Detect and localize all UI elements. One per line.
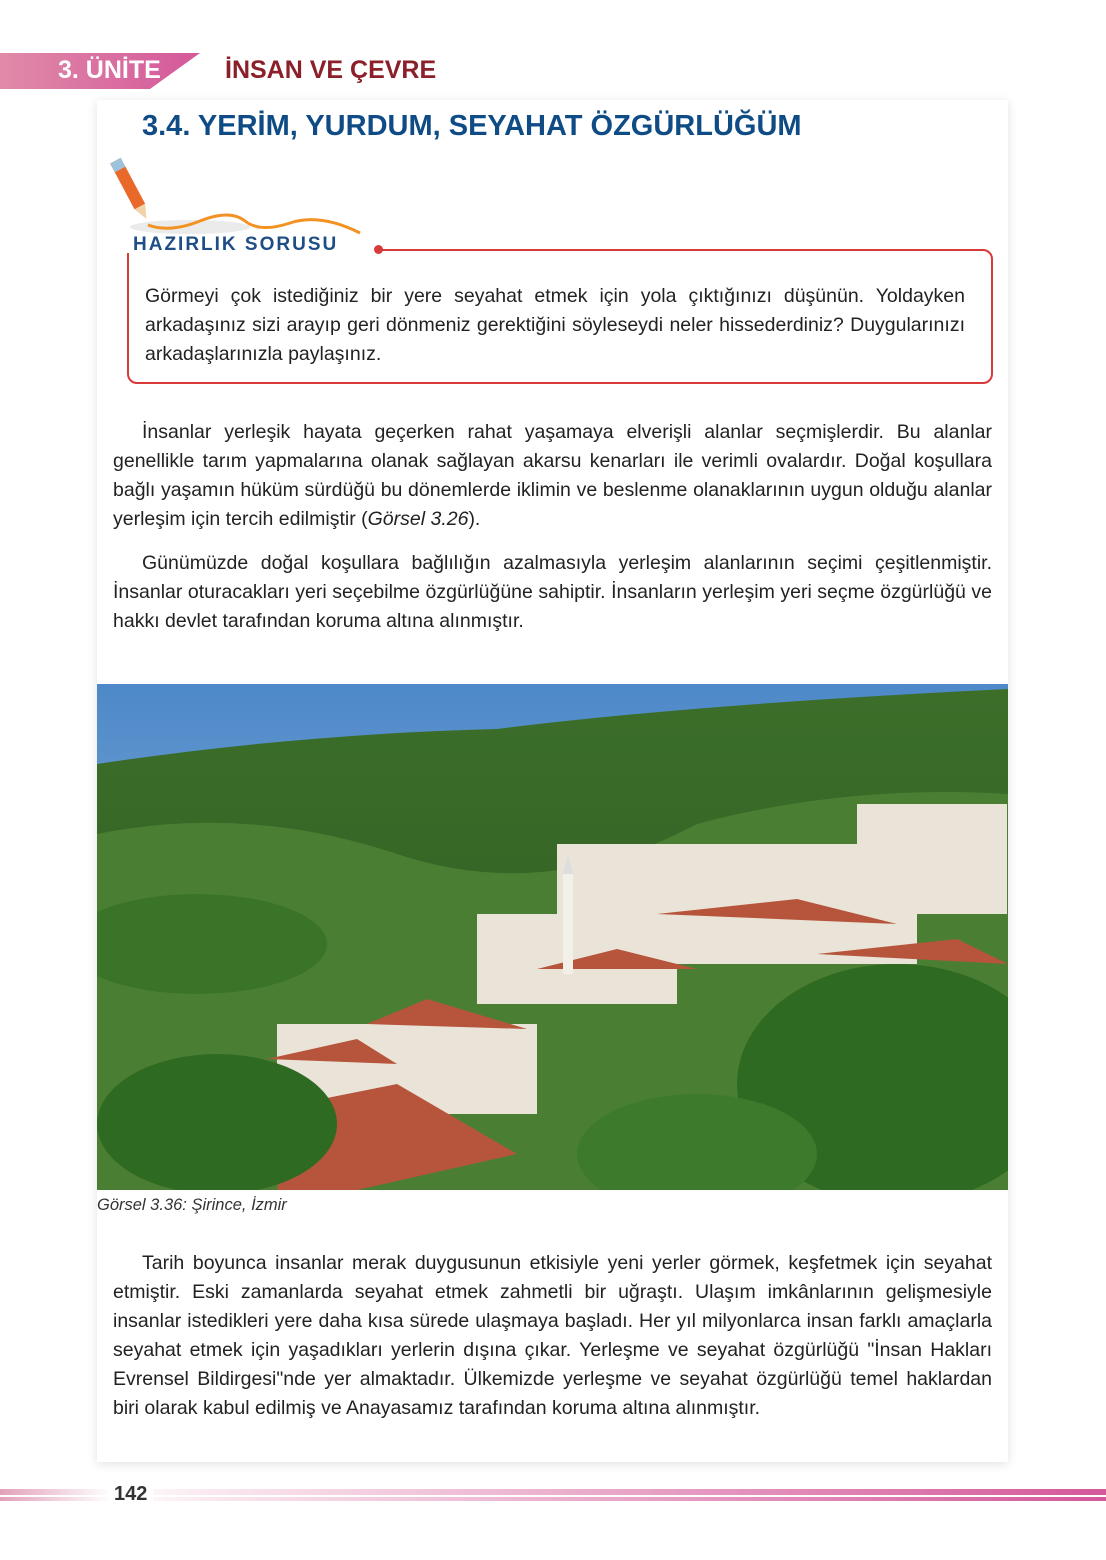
- sirince-photo: [97, 684, 1008, 1190]
- figure-ref: Görsel 3.26: [367, 508, 469, 530]
- paragraph-1: İnsanlar yerleşik hayata geçerken rahat yaşamaya elverişli alanlar seçmişlerdir. Bu alanlar genellikle tarım yapmalarına olanak sağlayan akarsu kenarları ile verimli ovalardır. Doğal koşullara bağlı yaşamın hüküm sürdüğü bu dönemlerde iklimin ve beslenme olanaklarının uygun olduğu alanlar yerleşim için tercih edilmiştir (Görsel 3.26).: [113, 421, 992, 530]
- footer-stripe: [0, 1489, 1106, 1495]
- paragraph-2: Günümüzde doğal koşullara bağlılığın azalmasıyla yerleşim alanlarının seçimi çeşitlenmiştir. İnsanlar oturacakları yeri seçebilme özgürlüğüne sahiptir. İnsanların yerleşim yeri seçme özgürlüğü ve hakkı devlet tarafından koruma altına alınmıştır.: [113, 552, 992, 632]
- footer-stripe: [0, 1497, 1106, 1501]
- prep-label: HAZIRLIK SORUSU: [133, 234, 339, 255]
- figure-caption: Görsel 3.36: Şirince, İzmir: [97, 1196, 287, 1214]
- pencil-icon: [110, 155, 370, 235]
- page-number: 142: [108, 1483, 153, 1506]
- unit-title: İNSAN VE ÇEVRE: [225, 56, 437, 84]
- prep-question-text: Görmeyi çok istediğiniz bir yere seyahat etmek için yola çıktığınızı düşünün. Yoldayken arkadaşınız sizi arayıp geri dönmeniz gerektiğini söyleseydi neler hissederdiniz? Duygularınızı arkadaşlarınızla paylaşınız.: [145, 285, 965, 365]
- paragraph-3: Tarih boyunca insanlar merak duygusunun etkisiyle yeni yerler görmek, keşfetmek için seyahat etmiştir. Eski zamanlarda seyahat etmek zahmetli bir uğraştı. Ulaşım imkânlarının gelişmesiyle insanlar istedikleri yere daha kısa sürede ulaşmaya başladı. Her yıl milyonlarca insan farklı amaçlarla seyahat etmek için yaşadıkları yerlerin dışına çıkar. Yerleşme ve seyahat özgürlüğü "İnsan Hakları Evrensel Bildirgesi"nde yer almaktadır. Ülkemizde yerleşme ve seyahat özgürlüğü temel haklardan biri olarak kabul edilmiş ve Anayasamız tarafından koruma altına alınmıştır.: [113, 1252, 992, 1419]
- section-title: 3.4. YERİM, YURDUM, SEYAHAT ÖZGÜRLÜĞÜM: [142, 110, 802, 142]
- prep-dot: [374, 245, 383, 254]
- unit-label: 3. ÜNİTE: [58, 56, 161, 84]
